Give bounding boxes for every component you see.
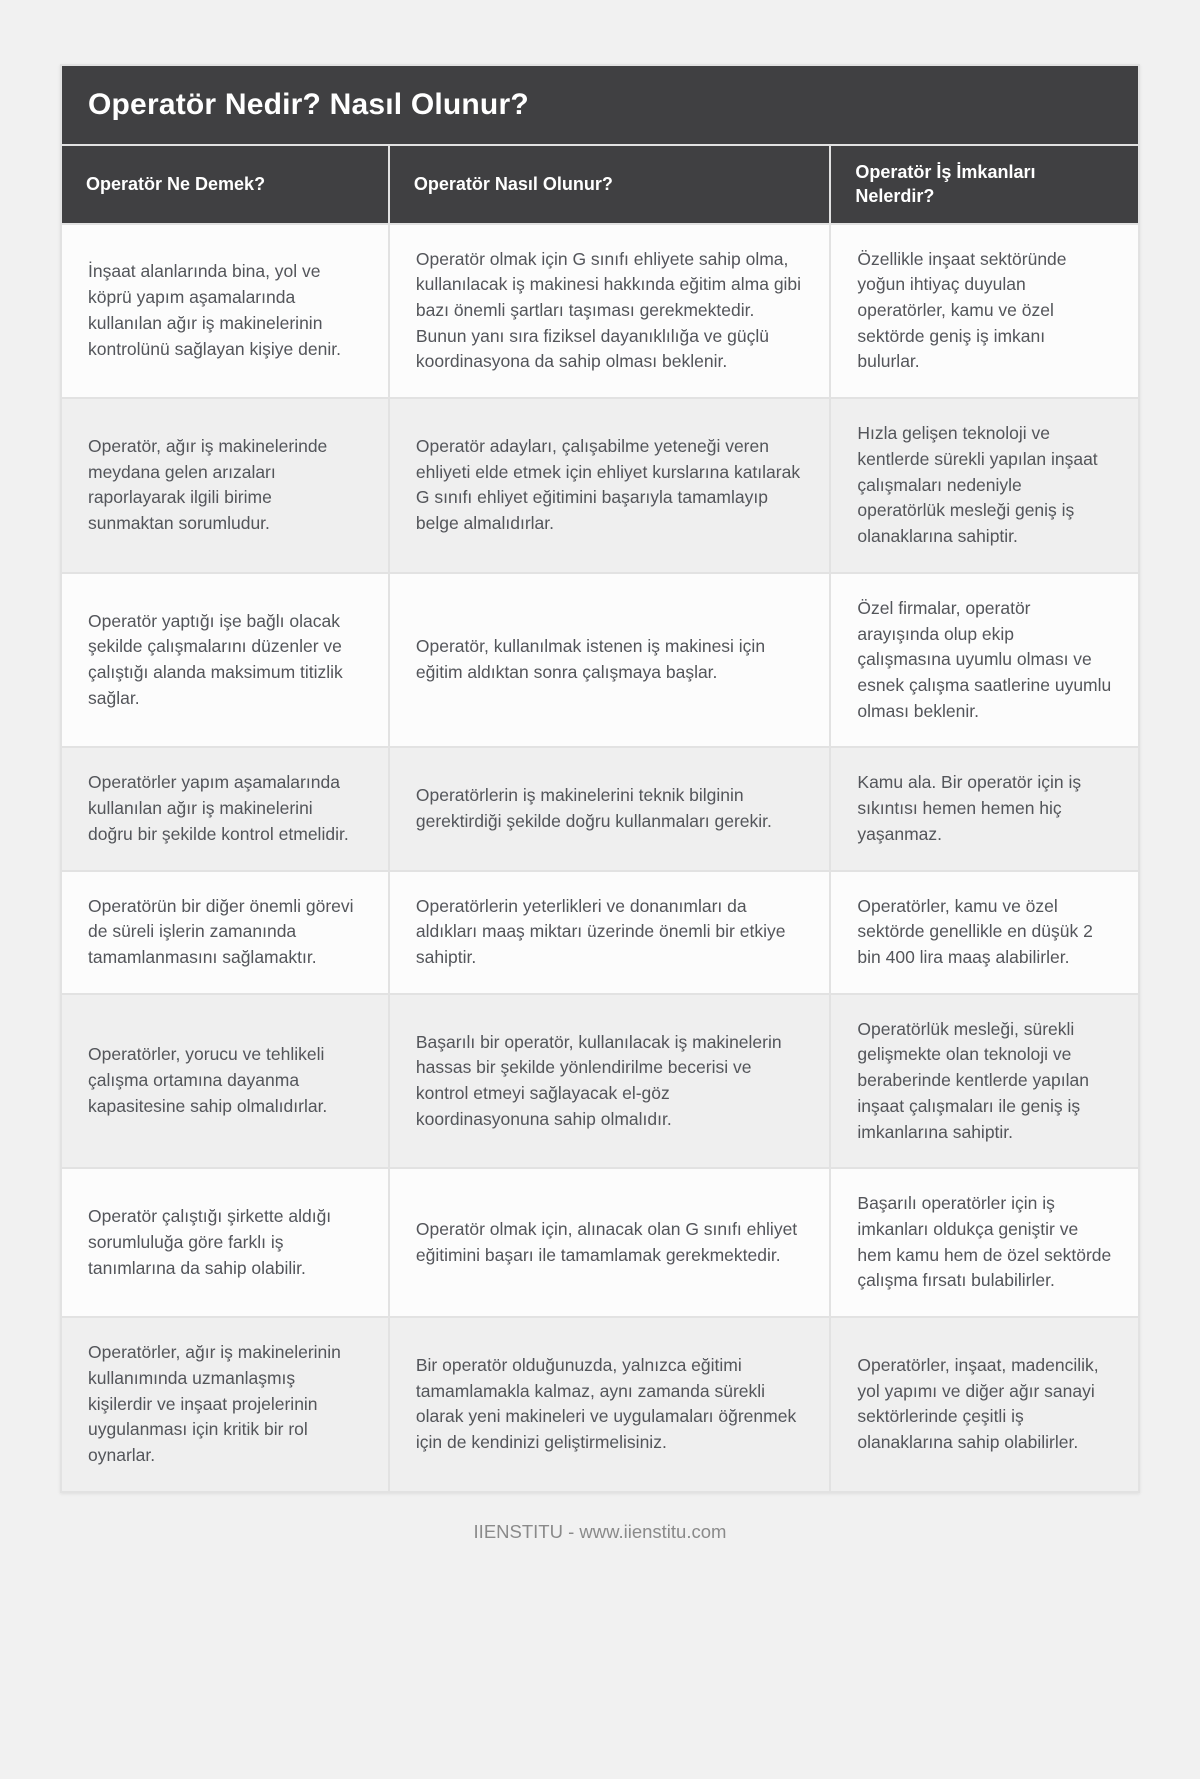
table-cell: Operatörler, inşaat, madencilik, yol yapımı ve diğer ağır sanayi sektörlerinde çeşitli iş olanaklarına sahip olabilirler. <box>831 1318 1138 1491</box>
table-cell: Operatörler yapım aşamalarında kullanılan ağır iş makinelerini doğru bir şekilde kontrol etmelidir. <box>62 748 388 869</box>
table-row <box>62 574 1138 747</box>
table-row <box>62 995 1138 1168</box>
table-cell: Operatörün bir diğer önemli görevi de süreli işlerin zamanında tamamlanmasını sağlamaktır. <box>62 872 388 993</box>
operator-info-table <box>60 64 1140 1493</box>
table-cell: Başarılı bir operatör, kullanılacak iş makinelerin hassas bir şekilde yönlendirilme becerisi ve kontrol etmeyi sağlayacak el-göz koordinasyonuna sahip olmalıdır. <box>390 995 830 1168</box>
table-cell: Operatör adayları, çalışabilme yeteneği veren ehliyeti elde etmek için ehliyet kurslarına katılarak G sınıfı ehliyet eğitimini başarıyla tamamlayıp belge almalıdırlar. <box>390 399 830 572</box>
column-header-is-imkanlari: Operatör İş İmkanları Nelerdir? <box>831 146 1138 223</box>
table-row <box>62 872 1138 993</box>
table-cell: Operatör, kullanılmak istenen iş makinesi için eğitim aldıktan sonra çalışmaya başlar. <box>390 574 830 747</box>
table-cell: Kamu ala. Bir operatör için iş sıkıntısı hemen hemen hiç yaşanmaz. <box>831 748 1138 869</box>
table-cell: Operatörlük mesleği, sürekli gelişmekte olan teknoloji ve beraberinde kentlerde yapılan inşaat çalışmaları ile geniş iş imkanlarına sahiptir. <box>831 995 1138 1168</box>
column-header-row <box>62 146 1138 223</box>
table-cell: Özel firmalar, operatör arayışında olup ekip çalışmasına uyumlu olması ve esnek çalışma saatlerine uyumlu olması beklenir. <box>831 574 1138 747</box>
footer-site-credit: IIENSTITU - www.iienstitu.com <box>473 1520 727 1542</box>
table-cell: Hızla gelişen teknoloji ve kentlerde sürekli yapılan inşaat çalışmaları nedeniyle operatörlük mesleği geniş iş olanaklarına sahiptir. <box>831 399 1138 572</box>
table-cell: Başarılı operatörler için iş imkanları oldukça geniştir ve hem kamu hem de özel sektörde çalışma fırsatı bulabilirler. <box>831 1169 1138 1316</box>
table-cell: Operatör olmak için, alınacak olan G sınıfı ehliyet eğitimini başarı ile tamamlamak gerekmektedir. <box>390 1169 830 1316</box>
table-body <box>62 225 1138 1491</box>
table-cell: Operatör yaptığı işe bağlı olacak şekilde çalışmalarını düzenler ve çalıştığı alanda maksimum titizlik sağlar. <box>62 574 388 747</box>
table-cell: Operatör çalıştığı şirkette aldığı sorumluluğa göre farklı iş tanımlarına da sahip olabilir. <box>62 1169 388 1316</box>
table-cell: Operatörler, yorucu ve tehlikeli çalışma ortamına dayanma kapasitesine sahip olmalıdırlar. <box>62 995 388 1168</box>
page-title: Operatör Nedir? Nasıl Olunur? <box>62 66 1138 144</box>
column-header-ne-demek: Operatör Ne Demek? <box>62 146 388 223</box>
table-cell: İnşaat alanlarında bina, yol ve köprü yapım aşamalarında kullanılan ağır iş makinelerinin kontrolünü sağlayan kişiye denir. <box>62 225 388 398</box>
table-cell: Operatörler, kamu ve özel sektörde genellikle en düşük 2 bin 400 lira maaş alabilirler. <box>831 872 1138 993</box>
table-row <box>62 399 1138 572</box>
table-cell: Bir operatör olduğunuzda, yalnızca eğitimi tamamlamakla kalmaz, aynı zamanda sürekli olarak yeni makineleri ve uygulamaları öğrenmek için de kendinizi geliştirmelisiniz. <box>390 1318 830 1491</box>
table-cell: Operatör olmak için G sınıfı ehliyete sahip olma, kullanılacak iş makinesi hakkında eğitim alma gibi bazı önemli şartları taşıması gerekmektedir. Bunun yanı sıra fiziksel dayanıklılığa ve güçlü koordinasyona da sahip olması beklenir. <box>390 225 830 398</box>
article-card <box>60 64 1140 1493</box>
table-row <box>62 1169 1138 1316</box>
table-cell: Operatör, ağır iş makinelerinde meydana gelen arızaları raporlayarak ilgili birime sunmaktan sorumludur. <box>62 399 388 572</box>
table-row <box>62 1318 1138 1491</box>
table-cell: Operatörlerin yeterlikleri ve donanımları da aldıkları maaş miktarı üzerinde önemli bir etkiye sahiptir. <box>390 872 830 993</box>
table-row <box>62 748 1138 869</box>
column-header-nasil-olunur: Operatör Nasıl Olunur? <box>390 146 830 223</box>
table-cell: Operatörlerin iş makinelerini teknik bilginin gerektirdiği şekilde doğru kullanmaları gerekir. <box>390 748 830 869</box>
table-cell: Özellikle inşaat sektöründe yoğun ihtiyaç duyulan operatörler, kamu ve özel sektörde geniş iş imkanı bulurlar. <box>831 225 1138 398</box>
table-row <box>62 225 1138 398</box>
table-cell: Operatörler, ağır iş makinelerinin kullanımında uzmanlaşmış kişilerdir ve inşaat projelerinin uygulanması için kritik bir rol oynarlar. <box>62 1318 388 1491</box>
